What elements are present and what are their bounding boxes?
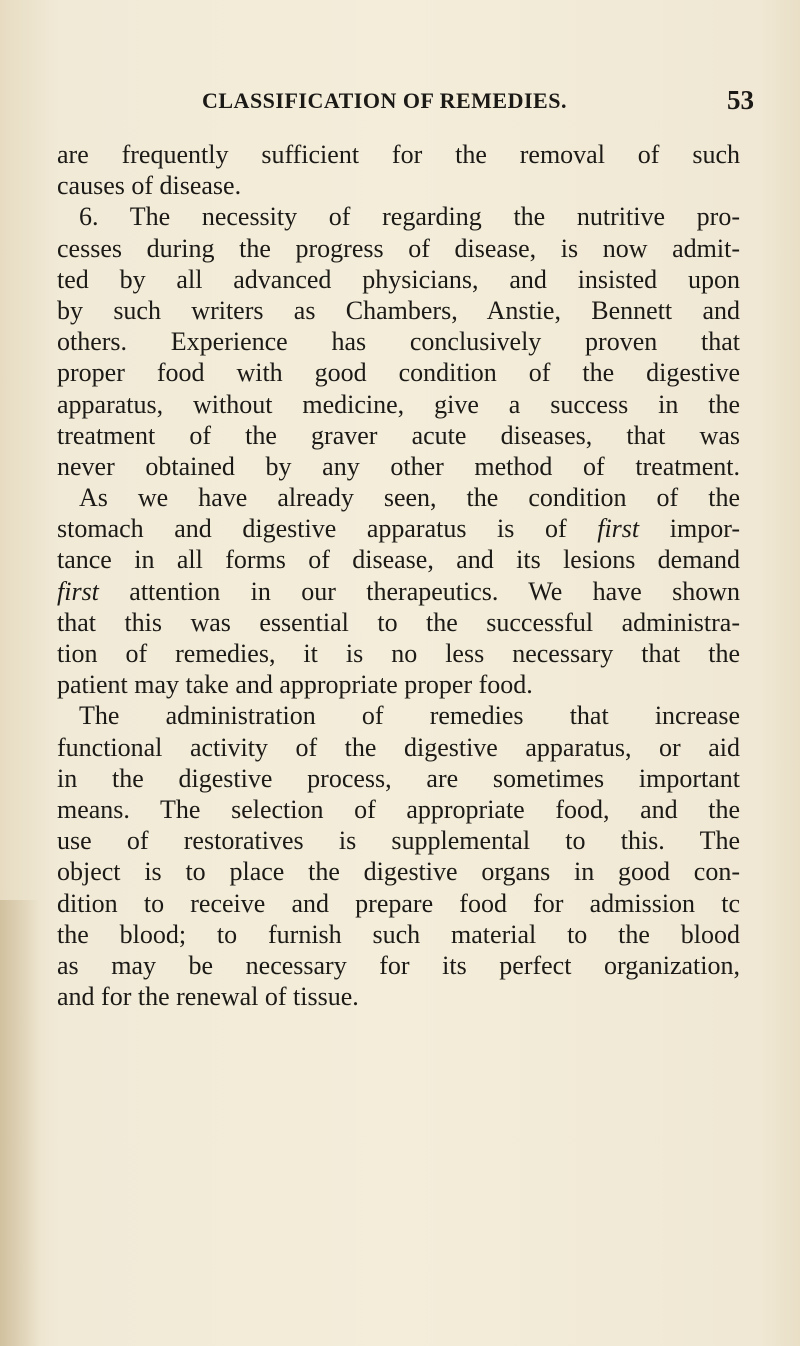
text-line — [57, 326, 740, 357]
text-line — [57, 389, 740, 420]
text-line — [57, 607, 740, 638]
text-line-content: The administration of remedies that increase — [79, 701, 740, 731]
text-line-content: stomach and digestive apparatus is of — [57, 514, 598, 544]
text-line — [57, 732, 740, 763]
text-line-content: patient may take and appropriate proper food. — [57, 670, 533, 700]
text-line-content: proper food with good condition of the digestive — [57, 358, 740, 388]
text-line-content: cesses during the progress of disease, is now admit- — [57, 233, 740, 263]
text-line — [57, 295, 740, 326]
text-line — [57, 201, 740, 232]
text-line — [57, 233, 740, 264]
page-header — [202, 85, 754, 118]
text-line-content: treatment of the graver acute diseases, that was — [57, 420, 740, 450]
text-line — [57, 357, 740, 388]
text-line — [57, 919, 740, 950]
text-line — [57, 981, 740, 1012]
page-edge-shadow — [0, 900, 40, 1346]
text-line-content: As we have already seen, the condition of the — [79, 483, 740, 513]
text-line-content: means. The selection of appropriate food, and the — [57, 794, 740, 824]
text-line — [57, 763, 740, 794]
text-line-content: and for the renewal of tissue. — [57, 982, 359, 1012]
body-text — [57, 139, 740, 1012]
text-line — [57, 451, 740, 482]
text-line-content: 6. The necessity of regarding the nutritive pro- — [79, 202, 740, 232]
text-line-content: in the digestive process, are sometimes important — [57, 763, 740, 793]
text-line — [57, 482, 740, 513]
text-line-content: use of restoratives is supplemental to this. The — [57, 826, 740, 856]
text-line-content: ted by all advanced physicians, and insisted upon — [57, 264, 740, 294]
text-line — [57, 170, 740, 201]
text-line-content: never obtained by any other method of treatment. — [57, 451, 740, 481]
text-line-continuation: attention in our therapeutics. We have shown — [98, 576, 740, 606]
text-line — [57, 950, 740, 981]
text-line — [57, 420, 740, 451]
italic-emphasis: first — [57, 576, 99, 606]
text-line-content: functional activity of the digestive apparatus, or aid — [57, 732, 740, 762]
text-line-content: object is to place the digestive organs in good con- — [57, 857, 740, 887]
text-line-content: the blood; to furnish such material to the blood — [57, 919, 740, 949]
text-line-content: as may be necessary for its perfect organization, — [57, 950, 740, 980]
text-line — [57, 139, 740, 170]
text-line — [57, 544, 740, 575]
text-line-content: others. Experience has conclusively proven that — [57, 327, 740, 357]
text-line — [57, 700, 740, 731]
text-line-content: apparatus, without medicine, give a success in the — [57, 389, 740, 419]
text-line — [57, 856, 740, 887]
running-head: CLASSIFICATION OF REMEDIES. — [202, 88, 567, 113]
text-line-content: causes of disease. — [57, 171, 242, 201]
text-line-content: tance in all forms of disease, and its lesions demand — [57, 545, 740, 575]
page-number: 53 — [727, 85, 754, 115]
text-line — [57, 669, 740, 700]
text-line-content: dition to receive and prepare food for admission tc — [57, 888, 740, 918]
text-line-content: that this was essential to the successful administra- — [57, 607, 740, 637]
text-line-content: tion of remedies, it is no less necessary that the — [57, 639, 740, 668]
text-line-content: are frequently sufficient for the removal of such — [57, 140, 740, 169]
text-line — [57, 513, 740, 544]
text-line — [57, 638, 740, 669]
text-line — [57, 888, 740, 919]
text-line-content: by such writers as Chambers, Anstie, Bennett and — [57, 295, 740, 325]
text-line — [57, 264, 740, 295]
text-line — [57, 794, 740, 825]
text-line — [57, 576, 740, 607]
italic-emphasis: first — [597, 514, 640, 544]
text-line — [57, 825, 740, 856]
text-line-continuation: impor- — [639, 514, 740, 544]
